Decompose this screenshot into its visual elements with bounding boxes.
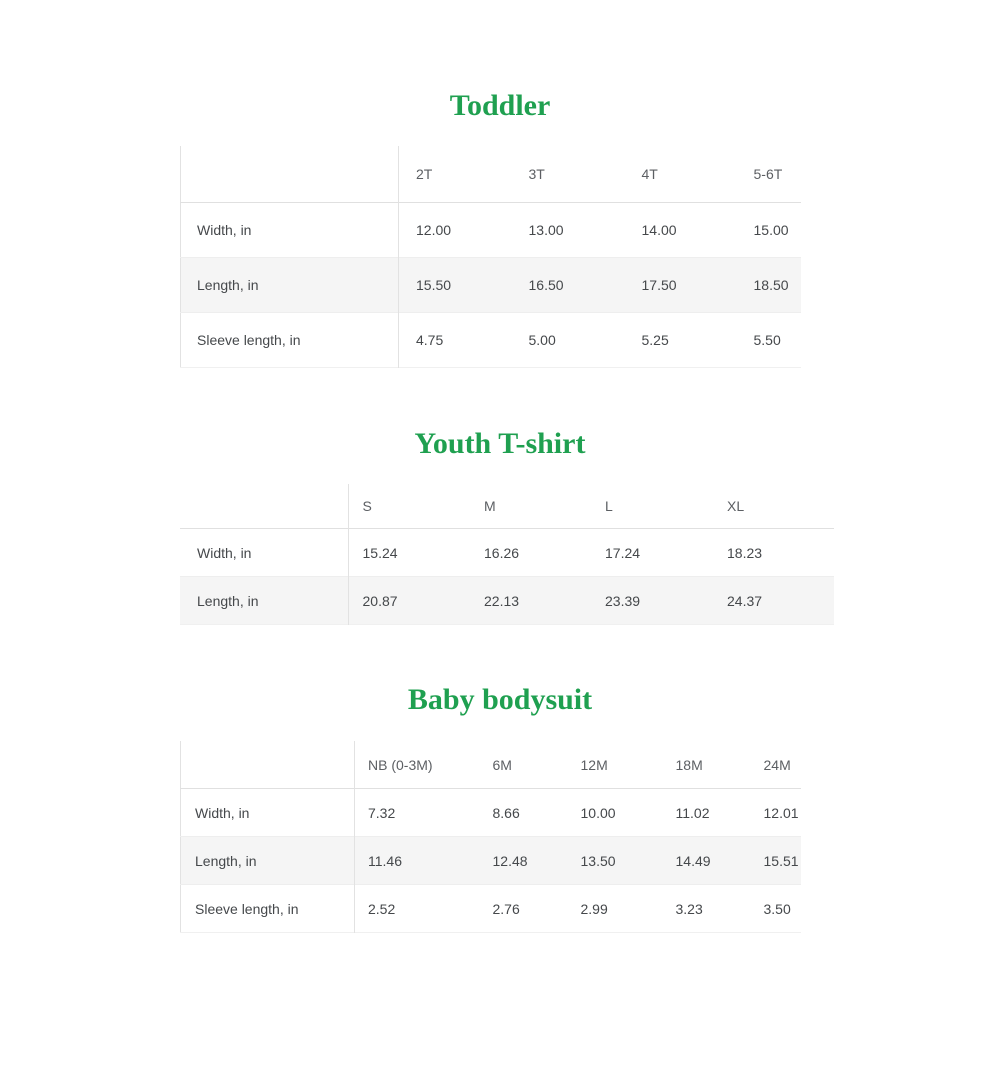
table-cell: 11.46 [368,852,402,869]
row-label: Width, in [181,789,355,837]
corner-cell [180,484,348,529]
baby-size-table [180,741,801,933]
row-label: Length, in [180,577,348,625]
table-cell: 2.76 [492,900,520,917]
table-header-row [181,146,801,203]
section-title-baby: Baby bodysuit [407,683,593,716]
table-row [181,789,801,837]
section-baby-bodysuit [0,682,1000,933]
table-cell: 13.00 [528,222,564,238]
table-cell: 18.50 [753,277,789,293]
table-cell: 16.50 [528,277,564,293]
table-cell: 14.49 [675,852,711,869]
table-cell: 4.75 [416,332,444,348]
row-label: Length, in [181,258,399,313]
section-youth-tshirt [0,426,1000,625]
table-row [181,837,801,885]
column-header: 6M [492,756,512,773]
table-cell: 24.37 [727,592,763,609]
table-cell: 15.24 [362,544,398,561]
table-cell: 5.00 [528,332,556,348]
column-header: 4T [641,166,658,182]
column-header: M [484,498,496,514]
table-cell: 5.25 [641,332,669,348]
section-toddler [0,88,1000,368]
table-cell: 15.50 [416,277,452,293]
table-cell: 14.00 [641,222,677,238]
table-cell: 2.99 [580,900,608,917]
corner-cell [181,741,355,789]
table-cell: 22.13 [484,592,520,609]
corner-cell [181,146,399,203]
row-label: Width, in [180,529,348,577]
column-header: 18M [675,756,703,773]
table-header-row [180,484,834,529]
table-cell: 8.66 [492,804,520,821]
table-cell: 10.00 [580,804,616,821]
table-cell: 17.50 [641,277,677,293]
table-cell: 18.23 [727,544,763,561]
table-row [181,313,801,368]
column-header: 2T [416,166,433,182]
table-row [180,577,834,625]
column-header: S [362,498,372,514]
table-cell: 3.50 [763,900,791,917]
column-header: L [605,498,613,514]
table-cell: 12.48 [492,852,528,869]
table-cell: 20.87 [362,592,398,609]
table-cell: 15.51 [763,852,799,869]
column-header: XL [727,498,745,514]
column-header: NB (0-3M) [368,756,433,773]
table-cell: 16.26 [484,544,520,561]
table-cell: 12.01 [763,804,799,821]
row-label: Sleeve length, in [181,313,399,368]
table-cell: 5.50 [753,332,781,348]
column-header: 24M [763,756,791,773]
table-header-row [181,741,801,789]
row-label: Sleeve length, in [181,885,355,933]
column-header: 5-6T [753,166,783,182]
column-header: 3T [528,166,545,182]
row-label: Length, in [181,837,355,885]
table-cell: 17.24 [605,544,641,561]
table-cell: 11.02 [675,804,710,821]
toddler-size-table [180,146,801,368]
table-cell: 13.50 [580,852,616,869]
table-cell: 15.00 [753,222,789,238]
section-title-toddler: Toddler [449,89,551,122]
row-label: Width, in [181,203,399,258]
column-header: 12M [580,756,608,773]
table-cell: 3.23 [675,900,703,917]
youth-size-table [180,484,834,625]
table-cell: 7.32 [368,804,396,821]
size-chart-page [0,88,1000,933]
table-row [180,529,834,577]
table-cell: 23.39 [605,592,641,609]
section-title-youth: Youth T-shirt [414,427,586,460]
table-row [181,885,801,933]
table-row [181,258,801,313]
table-cell: 2.52 [368,900,396,917]
table-cell: 12.00 [416,222,452,238]
table-row [181,203,801,258]
